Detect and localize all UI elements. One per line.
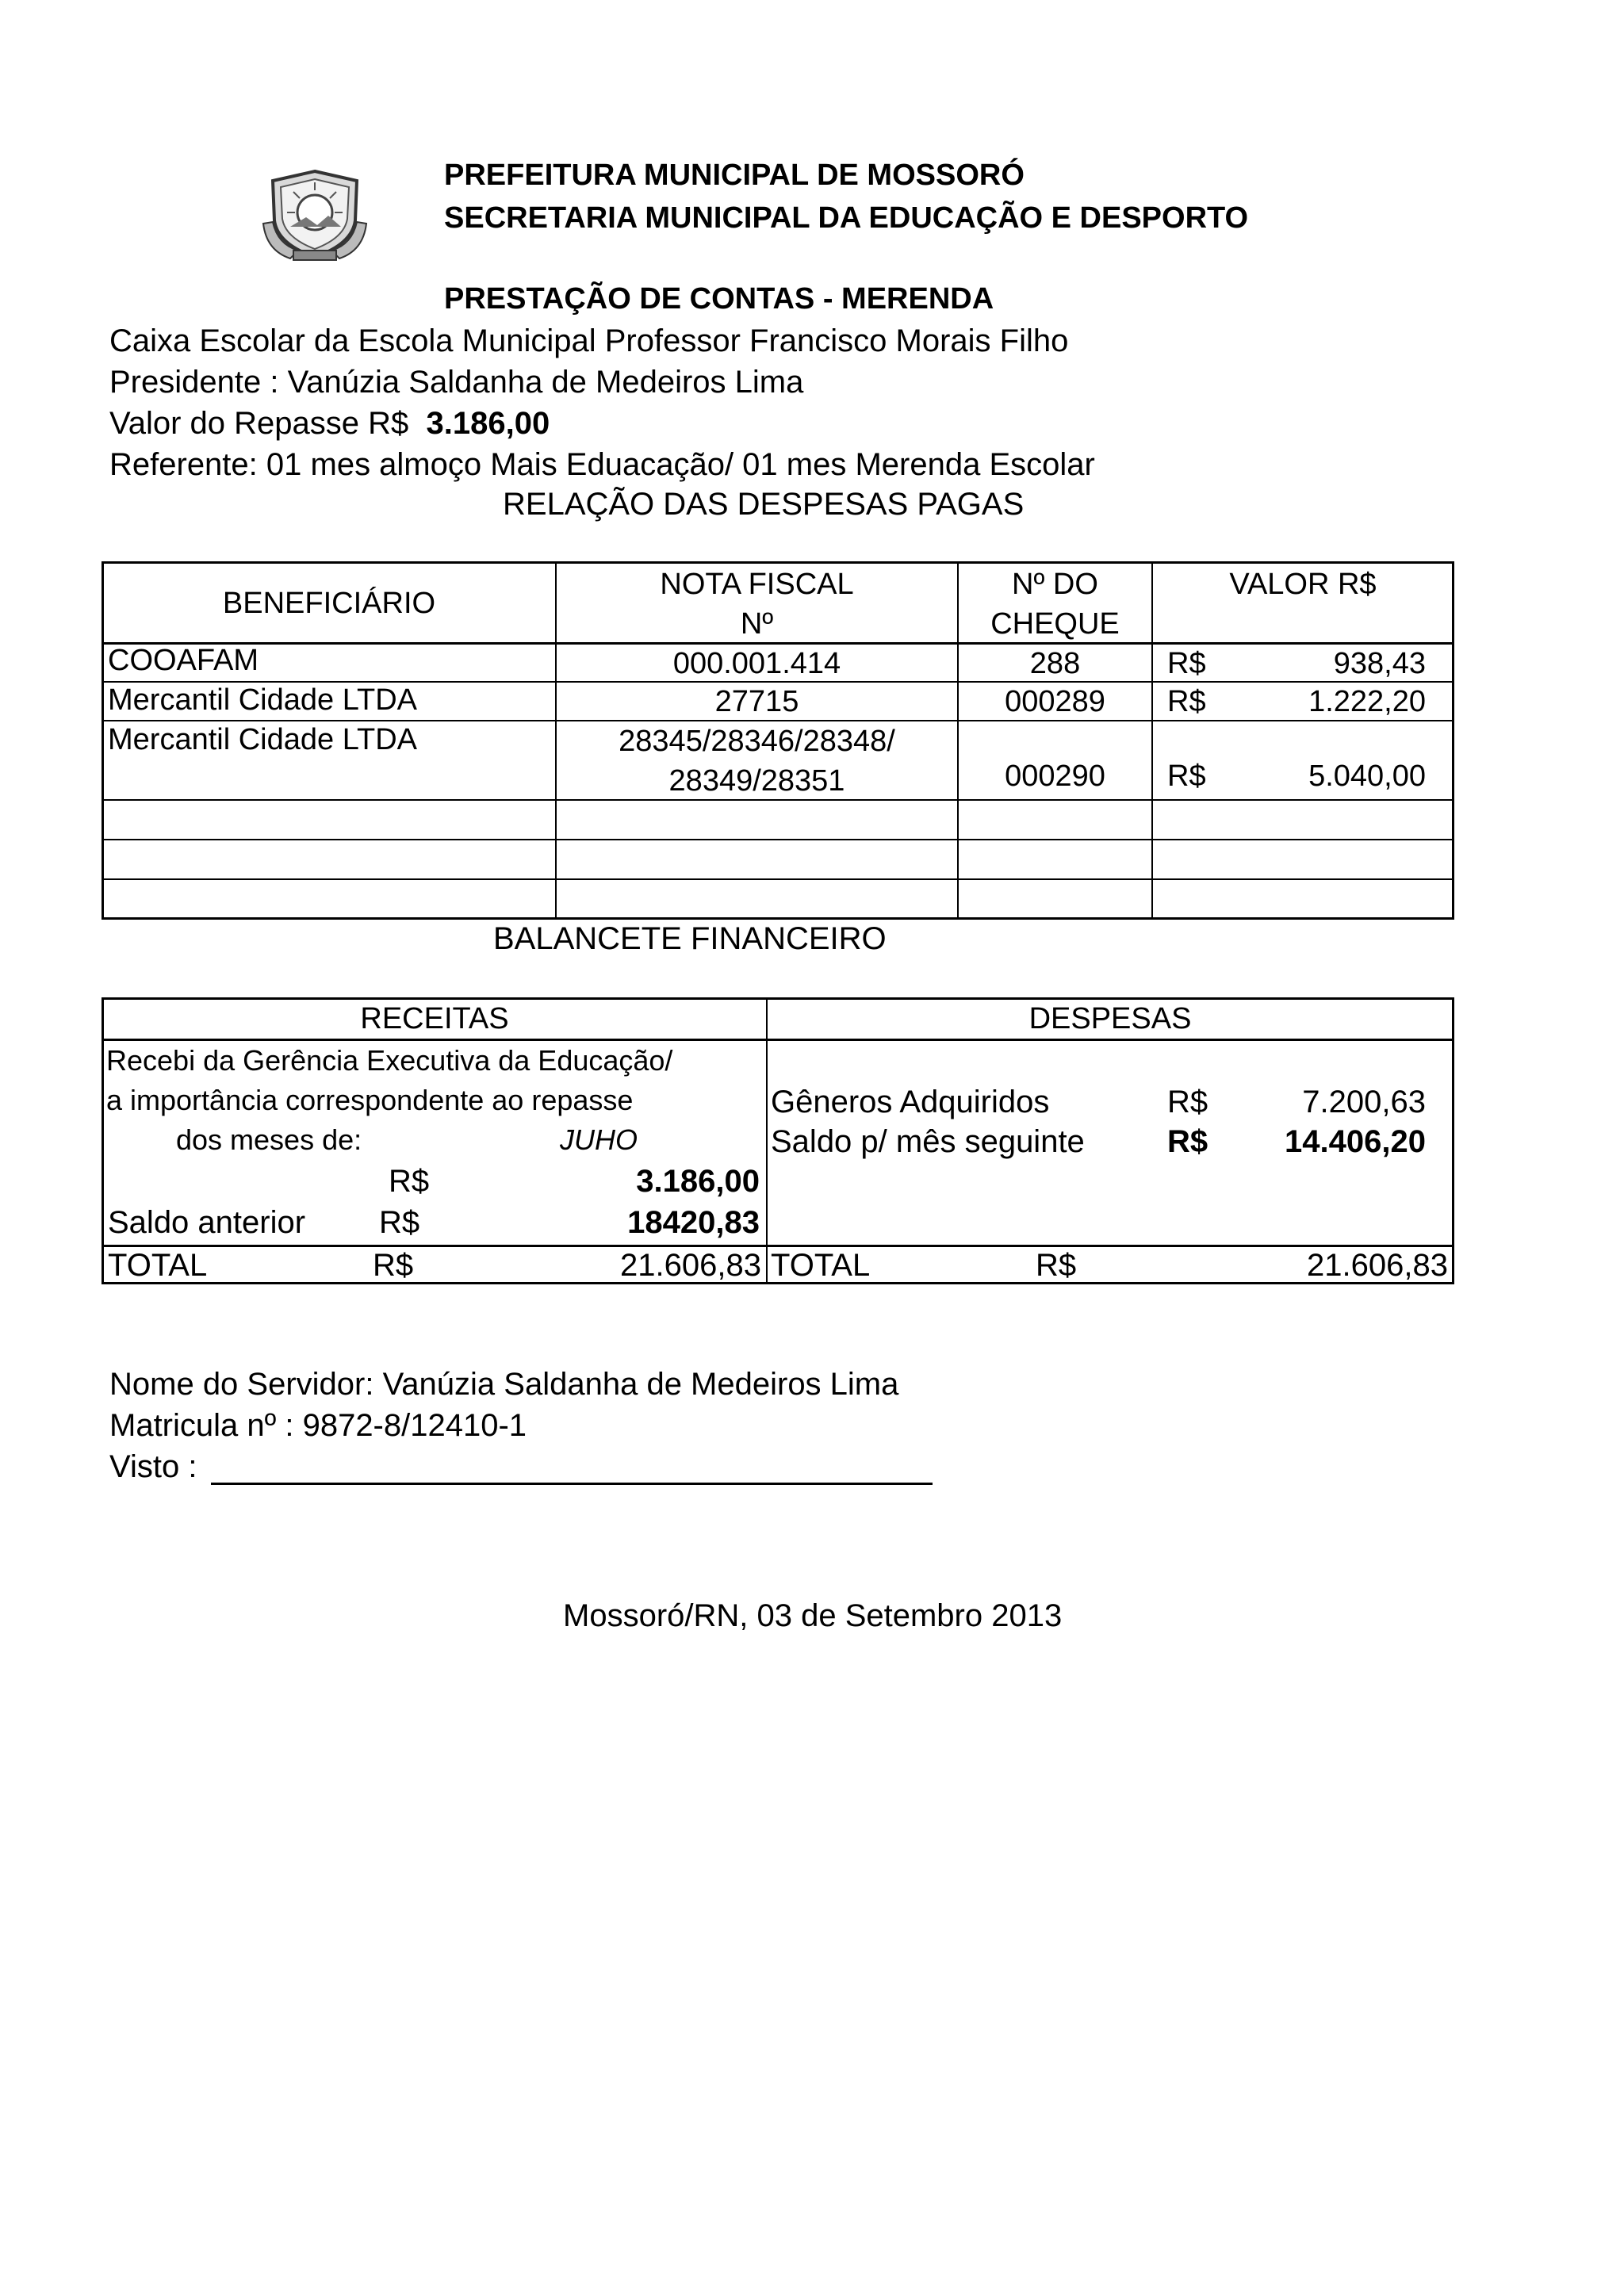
row2-cheque: 000289 (1005, 685, 1105, 718)
generos-label: Gêneros Adquiridos (771, 1085, 1050, 1119)
header-nota-fiscal: NOTA FISCAL (660, 568, 854, 601)
saldo-seguinte-amount: 14.406,20 (1285, 1124, 1426, 1159)
receitas-total-currency: R$ (373, 1248, 414, 1283)
row3-beneficiario: Mercantil Cidade LTDA (108, 723, 418, 756)
valor-repasse-line (109, 406, 550, 442)
header-beneficiario: BENEFICIÁRIO (222, 587, 436, 620)
saldo-seguinte-currency: R$ (1167, 1124, 1208, 1159)
row1-currency: R$ (1167, 647, 1206, 680)
balancete-title: BALANCETE FINANCEIRO (493, 921, 887, 956)
row1-beneficiario: COOAFAM (108, 644, 259, 677)
saldo-anterior-label: Saldo anterior (108, 1205, 306, 1240)
row2-beneficiario: Mercantil Cidade LTDA (108, 683, 418, 717)
repasse-amount: 3.186,00 (636, 1164, 760, 1199)
row2-nota: 27715 (714, 685, 799, 718)
receitas-text-line2: a importância correspondente ao repasse (106, 1084, 634, 1116)
header-cheque: Nº DO (1012, 568, 1098, 601)
header-cheque-line2: CHEQUE (990, 607, 1120, 641)
header-nota-fiscal-no: Nº (740, 607, 774, 641)
servidor-line: Nome do Servidor: Vanúzia Saldanha de Medeiros Lima (109, 1367, 899, 1402)
despesas-total-currency: R$ (1036, 1248, 1077, 1283)
receitas-header: RECEITAS (360, 1002, 509, 1035)
receitas-total-amount: 21.606,83 (620, 1248, 761, 1283)
municipal-seal-icon (259, 168, 371, 263)
row3-nota-line2: 28349/28351 (668, 764, 845, 798)
row3-valor: 5.040,00 (1308, 760, 1426, 793)
saldo-anterior-currency: R$ (379, 1205, 420, 1240)
presidente-line: Presidente : Vanúzia Saldanha de Medeiros Lima (109, 365, 804, 400)
receitas-total-label: TOTAL (108, 1248, 208, 1283)
despesas-pagas-title: RELAÇÃO DAS DESPESAS PAGAS (503, 487, 1025, 522)
despesas-total-amount: 21.606,83 (1307, 1248, 1448, 1283)
visto-signature-line (211, 1483, 933, 1485)
row1-nota: 000.001.414 (672, 647, 841, 680)
saldo-seguinte-label: Saldo p/ mês seguinte (771, 1124, 1085, 1159)
valor-repasse-label: Valor do Repasse R$ (109, 406, 409, 441)
receitas-text-line3: dos meses de: (176, 1123, 362, 1156)
secretaria-title: SECRETARIA MUNICIPAL DA EDUCAÇÃO E DESPORTO (444, 201, 1249, 235)
matricula-line: Matricula nº : 9872-8/12410-1 (109, 1408, 527, 1443)
row1-valor: 938,43 (1333, 647, 1426, 680)
row3-currency: R$ (1167, 760, 1206, 793)
receitas-month: JUHO (560, 1123, 638, 1156)
row3-cheque: 000290 (1005, 760, 1105, 793)
prefeitura-title: PREFEITURA MUNICIPAL DE MOSSORÓ (444, 159, 1025, 192)
document-title: PRESTAÇÃO DE CONTAS - MERENDA (444, 282, 994, 316)
generos-amount: 7.200,63 (1302, 1085, 1426, 1119)
saldo-anterior-amount: 18420,83 (627, 1205, 760, 1240)
header-valor: VALOR R$ (1229, 568, 1377, 601)
caixa-escolar-line: Caixa Escolar da Escola Municipal Professor Francisco Morais Filho (109, 323, 1069, 358)
row2-currency: R$ (1167, 685, 1206, 718)
receitas-text-line1: Recebi da Gerência Executiva da Educação/ (106, 1044, 673, 1077)
referente-line: Referente: 01 mes almoço Mais Eduacação/ 01 mes Merenda Escolar (109, 447, 1095, 482)
visto-label: Visto : (109, 1449, 197, 1484)
date-line: Mossoró/RN, 03 de Setembro 2013 (563, 1598, 1063, 1633)
row1-cheque: 288 (1029, 647, 1081, 680)
generos-currency: R$ (1167, 1085, 1208, 1119)
row3-nota-line1: 28345/28346/28348/ (619, 725, 895, 758)
despesas-header: DESPESAS (1028, 1002, 1192, 1035)
valor-repasse-amount: 3.186,00 (426, 406, 550, 441)
row2-valor: 1.222,20 (1308, 685, 1426, 718)
despesas-total-label: TOTAL (771, 1248, 871, 1283)
repasse-currency: R$ (389, 1164, 430, 1199)
